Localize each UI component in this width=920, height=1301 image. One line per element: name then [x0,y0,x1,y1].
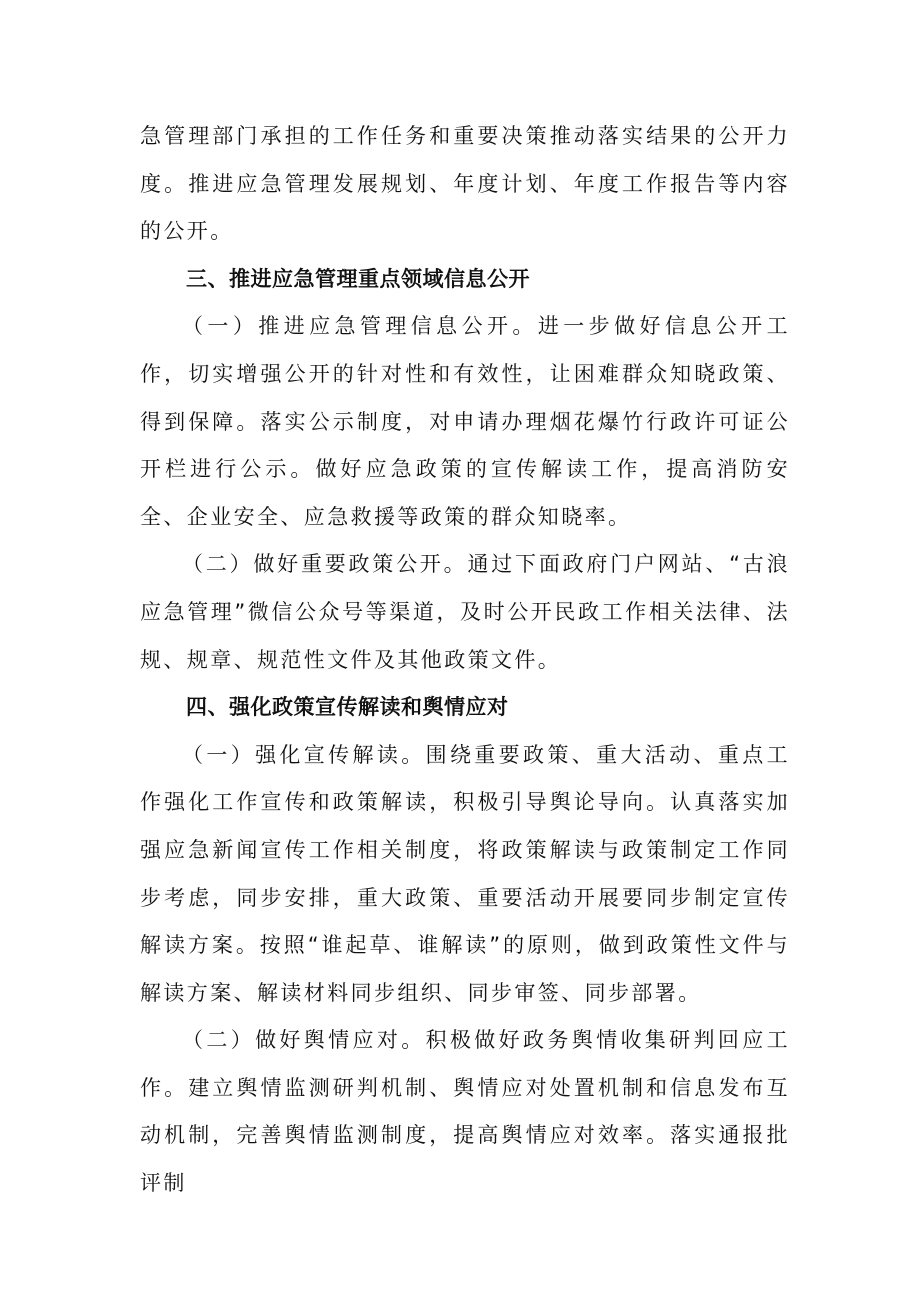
paragraph-4-2: （二）做好舆情应对。积极做好政务舆情收集研判回应工作。建立舆情监测研判机制、舆情应对处置机制和信息发布互动机制，完善舆情监测制度，提高舆情应对效率。落实通报批评制 [140,1028,790,1196]
paragraph-4-1: （一）强化宣传解读。围绕重要政策、重大活动、重点工作强化工作宣传和政策解读，积极引导舆论导向。认真落实加强应急新闻宣传工作相关制度，将政策解读与政策制定工作同步考虑，同步安排，重大政策、重要活动开展要同步制定宣传解读方案。按照“谁起草、谁解读”的原则，做到政策性文件与解读方案、解读材料同步组织、同步审签、同步部署。 [140,742,790,1005]
paragraph-3-1: （一）推进应急管理信息公开。进一步做好信息公开工作，切实增强公开的针对性和有效性，让困难群众知晓政策、得到保障。落实公示制度，对申请办理烟花爆竹行政许可证公开栏进行公示。做好应急政策的宣传解读工作，提高消防安全、企业安全、应急救援等政策的群众知晓率。 [140,314,790,529]
section-heading-4: 四、强化政策宣传解读和舆情应对 [186,695,509,720]
section-heading-3: 三、推进应急管理重点领域信息公开 [186,266,530,291]
paragraph-continuation: 急管理部门承担的工作任务和重要决策推动落实结果的公开力度。推进应急管理发展规划、年度计划、年度工作报告等内容的公开。 [140,124,790,244]
document-body [140,113,790,1208]
paragraph-3-2: （二）做好重要政策公开。通过下面政府门户网站、“古浪应急管理”微信公众号等渠道，及时公开民政工作相关法律、法规、规章、规范性文件及其他政策文件。 [140,552,790,672]
